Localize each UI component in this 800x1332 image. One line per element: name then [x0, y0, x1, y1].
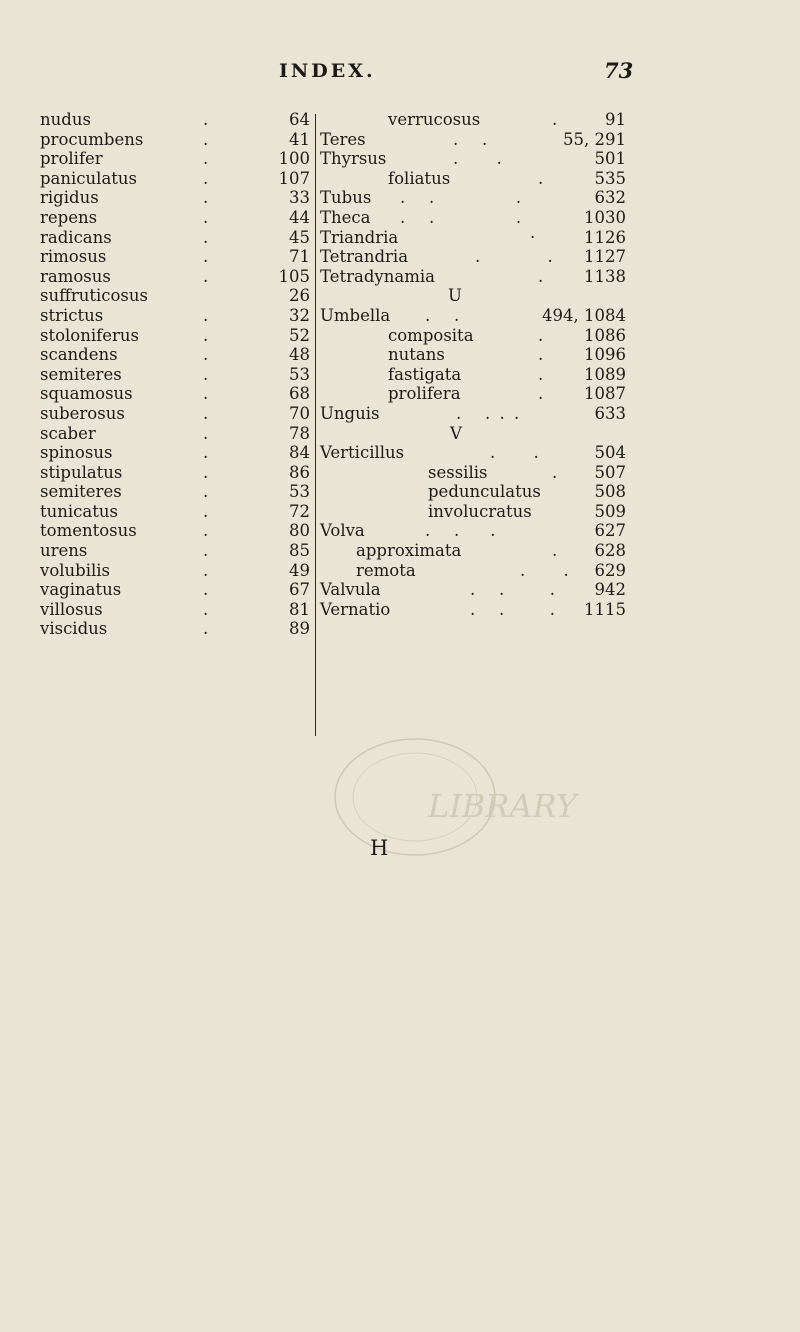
index-page-ref: 70 [289, 403, 310, 423]
index-row [40, 443, 310, 463]
index-page-ref: 1115 [584, 599, 626, 619]
index-page-ref: 49 [289, 560, 310, 580]
leader-dot: . [203, 462, 209, 482]
index-row [320, 306, 626, 326]
index-page-ref: 91 [605, 110, 626, 129]
index-page-ref: 85 [289, 541, 310, 561]
leader-dot: . [203, 188, 209, 208]
index-term: Theca [320, 207, 371, 227]
leader-dot: . [203, 227, 209, 247]
index-term: foliatus [388, 168, 451, 188]
index-row [320, 541, 626, 561]
leader-dots: . . [490, 443, 541, 463]
leader-dots: . [538, 345, 546, 365]
index-row [40, 541, 310, 561]
leader-dots: . [552, 541, 560, 561]
index-page-ref: 107 [278, 168, 310, 188]
index-term: composita [388, 325, 474, 345]
index-row [40, 326, 310, 346]
index-page-ref: 504 [594, 443, 626, 463]
index-term: Triandria [320, 227, 399, 247]
index-row [40, 247, 310, 267]
leader-dots: . . . [400, 207, 524, 227]
section-heading-row [320, 424, 626, 444]
index-term: viscidus [40, 619, 108, 639]
index-term: suffruticosus [40, 286, 148, 306]
index-page-ref: 41 [289, 129, 310, 149]
index-term: verrucosus [388, 110, 481, 129]
index-term: volubilis [40, 560, 111, 580]
leader-dot: . [203, 325, 209, 345]
index-page-ref: 942 [594, 580, 626, 600]
leader-dot: . [203, 560, 209, 580]
index-term: scandens [40, 345, 118, 365]
leader-dot: . [203, 364, 209, 384]
index-term: tomentosus [40, 521, 137, 541]
index-term: Tetradynamia [320, 266, 435, 286]
index-term: scaber [40, 423, 96, 443]
leader-dots: . [538, 168, 546, 188]
index-term: sessilis [428, 462, 488, 482]
index-row [40, 130, 310, 150]
leader-dot: . [203, 423, 209, 443]
index-page-ref: 508 [594, 482, 626, 502]
index-row [320, 443, 626, 463]
index-row [40, 267, 310, 287]
leader-dot: . [203, 110, 209, 129]
index-page-ref: 81 [289, 599, 310, 619]
index-row [40, 482, 310, 502]
index-page-ref: 48 [289, 345, 310, 365]
page-number: 73 [604, 58, 634, 83]
index-row [320, 521, 626, 541]
index-row [40, 502, 310, 522]
index-page-ref: 52 [289, 325, 310, 345]
section-heading: V [450, 423, 462, 443]
leader-dots: . [538, 325, 546, 345]
leader-dot: . [203, 247, 209, 267]
index-term: Verticillus [320, 443, 405, 463]
index-term: prolifer [40, 149, 103, 169]
index-row [320, 208, 626, 228]
index-page-ref: 628 [594, 541, 626, 561]
index-page-ref: 45 [289, 227, 310, 247]
index-row [320, 130, 626, 150]
index-term: Vernatio [320, 599, 391, 619]
index-row [320, 149, 626, 169]
leader-dots: . . [520, 560, 571, 580]
index-term: villosus [40, 599, 103, 619]
leader-dots: . . [425, 305, 462, 325]
leader-dot: . [203, 345, 209, 365]
index-page-ref: 44 [289, 207, 310, 227]
index-page-ref: 71 [289, 247, 310, 267]
index-page-ref: 80 [289, 521, 310, 541]
index-page-ref: 1126 [584, 227, 626, 247]
leader-dots: . . . . [456, 403, 522, 423]
index-term: remota [356, 560, 416, 580]
index-term: spinosus [40, 443, 113, 463]
index-term: vaginatus [40, 580, 122, 600]
index-row [40, 424, 310, 444]
leader-dots: · [530, 227, 538, 247]
index-term: Teres [320, 129, 366, 149]
index-term: nutans [388, 345, 445, 365]
index-term: Unguis [320, 403, 380, 423]
index-term: stipulatus [40, 462, 123, 482]
index-page-ref: 64 [289, 110, 310, 129]
index-term: Volva [320, 521, 365, 541]
index-term: involucratus [428, 501, 532, 521]
leader-dot: . [203, 443, 209, 463]
index-row [40, 404, 310, 424]
stamp-text: LIBRARY [428, 787, 577, 825]
index-row [40, 228, 310, 248]
index-term: prolifera [388, 384, 461, 404]
index-term: procumbens [40, 129, 144, 149]
leader-dot: . [203, 541, 209, 561]
index-term: repens [40, 207, 98, 227]
index-page-ref: 1089 [584, 364, 626, 384]
index-term: semiteres [40, 482, 122, 502]
index-row [320, 404, 626, 424]
index-page-ref: 32 [289, 305, 310, 325]
index-row [320, 188, 626, 208]
index-row [40, 600, 310, 620]
index-page-ref: 68 [289, 384, 310, 404]
index-row [320, 326, 626, 346]
column-divider [315, 114, 316, 736]
index-row [40, 365, 310, 385]
index-term: ramosus [40, 266, 111, 286]
index-page-ref: 86 [289, 462, 310, 482]
index-page-ref: 55, 291 [563, 129, 626, 149]
leader-dot: . [203, 501, 209, 521]
leader-dot: . [203, 403, 209, 423]
left-index-column [40, 110, 310, 639]
page-header [0, 60, 800, 90]
leader-dot: . [203, 207, 209, 227]
index-row [320, 384, 626, 404]
index-term: Thyrsus [320, 149, 387, 169]
library-stamp-watermark [330, 735, 577, 865]
index-term: Valvula [320, 580, 381, 600]
index-row [40, 345, 310, 365]
index-row [40, 149, 310, 169]
index-page-ref: 84 [289, 443, 310, 463]
index-page-ref: 33 [289, 188, 310, 208]
leader-dots: . [552, 462, 560, 482]
index-page-ref: 26 [289, 286, 310, 306]
leader-dots: . [538, 384, 546, 404]
index-row [40, 463, 310, 483]
index-page-ref: 627 [594, 521, 626, 541]
index-row [320, 463, 626, 483]
index-row [40, 306, 310, 326]
index-page-ref: 1087 [584, 384, 626, 404]
index-row [40, 286, 310, 306]
index-row [40, 208, 310, 228]
signature-mark: H [370, 836, 389, 860]
index-row [40, 619, 310, 639]
index-term: tunicatus [40, 501, 118, 521]
index-row [40, 521, 310, 541]
index-term: pedunculatus [428, 482, 541, 502]
right-index-column [320, 110, 626, 619]
index-page-ref: 89 [289, 619, 310, 639]
index-row [320, 228, 626, 248]
index-page-ref: 67 [289, 580, 310, 600]
index-page-ref: 501 [594, 149, 626, 169]
leader-dots: . [538, 364, 546, 384]
index-page-ref: 1086 [584, 325, 626, 345]
index-term: radicans [40, 227, 112, 247]
index-page-ref: 632 [594, 188, 626, 208]
index-term: Tubus [320, 188, 372, 208]
index-row [320, 482, 626, 502]
index-page-ref: 535 [594, 168, 626, 188]
index-page-ref: 1138 [584, 266, 626, 286]
index-page-ref: 629 [594, 560, 626, 580]
index-term: approximata [356, 541, 462, 561]
leader-dot: . [203, 482, 209, 502]
section-heading: U [448, 286, 462, 306]
index-term: strictus [40, 305, 104, 325]
index-row [320, 365, 626, 385]
index-page-ref: 105 [278, 266, 310, 286]
leader-dot: . [203, 305, 209, 325]
index-row [320, 110, 626, 130]
leader-dot: . [203, 266, 209, 286]
index-page-ref: 72 [289, 501, 310, 521]
index-row [40, 580, 310, 600]
leader-dots: . [538, 266, 546, 286]
index-term: suberosus [40, 403, 125, 423]
index-page-ref: 78 [289, 423, 310, 443]
index-term: stoloniferus [40, 325, 139, 345]
index-term: nudus [40, 110, 91, 129]
leader-dot: . [203, 384, 209, 404]
section-heading-row [320, 286, 626, 306]
leader-dot: . [203, 619, 209, 639]
leader-dot: . [203, 599, 209, 619]
index-row [40, 110, 310, 130]
leader-dots: . . [453, 129, 490, 149]
header-title: INDEX. [279, 60, 376, 82]
index-term: Tetrandria [320, 247, 409, 267]
index-page-ref: 507 [594, 462, 626, 482]
leader-dots: . . . [470, 599, 557, 619]
index-term: squamosus [40, 384, 133, 404]
index-page-ref: 1096 [584, 345, 626, 365]
index-row [320, 345, 626, 365]
index-row [40, 169, 310, 189]
leader-dot: . [203, 580, 209, 600]
index-term: Umbella [320, 305, 391, 325]
index-page-ref: 1030 [584, 207, 626, 227]
index-row [320, 169, 626, 189]
index-term: paniculatus [40, 168, 138, 188]
leader-dots: . . . [400, 188, 524, 208]
index-page-ref: 53 [289, 482, 310, 502]
index-page-ref: 633 [594, 403, 626, 423]
index-row [320, 580, 626, 600]
index-row [320, 561, 626, 581]
index-term: fastigata [388, 364, 462, 384]
leader-dots: . . [453, 149, 504, 169]
index-page-ref: 494, 1084 [542, 305, 626, 325]
leader-dot: . [203, 149, 209, 169]
index-row [320, 600, 626, 620]
leader-dots: . [552, 110, 560, 129]
index-row [320, 247, 626, 267]
leader-dot: . [203, 521, 209, 541]
index-page-ref: 100 [278, 149, 310, 169]
index-row [320, 502, 626, 522]
leader-dots: . . . [470, 580, 557, 600]
index-page-ref: 509 [594, 501, 626, 521]
index-term: rigidus [40, 188, 99, 208]
index-page-ref: 1127 [584, 247, 626, 267]
index-term: urens [40, 541, 88, 561]
index-term: semiteres [40, 364, 122, 384]
index-term: rimosus [40, 247, 107, 267]
leader-dot: . [203, 168, 209, 188]
index-row [320, 267, 626, 287]
index-row [40, 188, 310, 208]
leader-dots: . . . [425, 521, 498, 541]
index-page-ref: 53 [289, 364, 310, 384]
index-row [40, 561, 310, 581]
leader-dots: . . [475, 247, 555, 267]
index-row [40, 384, 310, 404]
leader-dot: . [203, 129, 209, 149]
